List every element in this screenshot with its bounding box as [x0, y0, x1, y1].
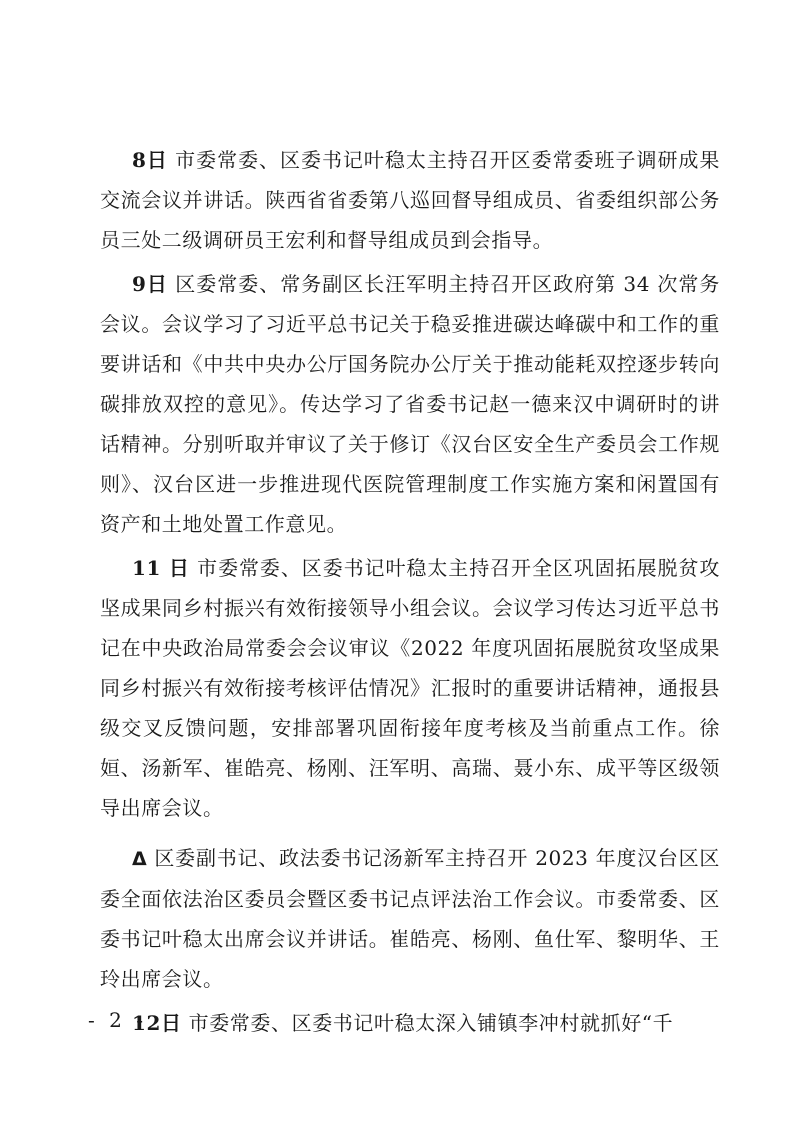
paragraph-day-12: [100, 1003, 720, 1043]
day-label: 12日: [132, 1011, 182, 1035]
paragraph-text: 市委常委、区委书记叶稳太主持召开区委常委班子调研成果交流会议并讲话。陕西省省委第八巡回督导组成员、省委组织部公务员三处二级调研员王宏利和督导组成员到会指导。: [100, 148, 720, 252]
paragraph-text: 市委常委、区委书记叶稳太主持召开全区巩固拓展脱贫攻坚成果同乡村振兴有效衔接领导小组会议。会议学习传达习近平总书记在中央政治局常委会会议审议《2022 年度巩固拓展脱贫攻坚成果同乡村振兴有效衔接考核评估情况》汇报时的重要讲话精神，通报县级交叉反馈问题，安排部署巩固衔接年度考核及当前重点工作。徐姮、汤新军、崔皓亮、杨刚、汪军明、高瑞、聂小东、成平等区级领导出席会议。: [100, 556, 720, 820]
day-label: 11 日: [132, 556, 190, 580]
document-body: [100, 140, 720, 1047]
paragraph-day-9: [100, 264, 720, 544]
paragraph-text: 市委常委、区委书记叶稳太深入铺镇李冲村就抓好“千: [181, 1011, 674, 1035]
triangle-marker-icon: Δ: [132, 848, 148, 870]
page-number: - 2 -: [88, 1008, 147, 1032]
day-label: 8日: [132, 148, 168, 172]
paragraph-text: 区委常委、常务副区长汪军明主持召开区政府第 34 次常务会议。会议学习了习近平总书记关于稳妥推进碳达峰碳中和工作的重要讲话和《中共中央办公厅国务院办公厅关于推动能耗双控逐步转向碳排放双控的意见》。传达学习了省委书记赵一德来汉中调研时的讲话精神。分别听取并审议了关于修订《汉台区安全生产委员会工作规则》、汉台区进一步推进现代医院管理制度工作实施方案和闲置国有资产和土地处置工作意见。: [100, 272, 720, 536]
paragraph-day-11: [100, 548, 720, 828]
day-label: 9日: [132, 272, 168, 296]
paragraph-text: 区委副书记、政法委书记汤新军主持召开 2023 年度汉台区区委全面依法治区委员会暨区委书记点评法治工作会议。市委常委、区委书记叶稳太出席会议并讲话。崔皓亮、杨刚、鱼仕军、黎明华、王玲出席会议。: [100, 846, 720, 991]
paragraph-day-8: [100, 140, 720, 260]
paragraph-triangle-item: [100, 838, 720, 999]
